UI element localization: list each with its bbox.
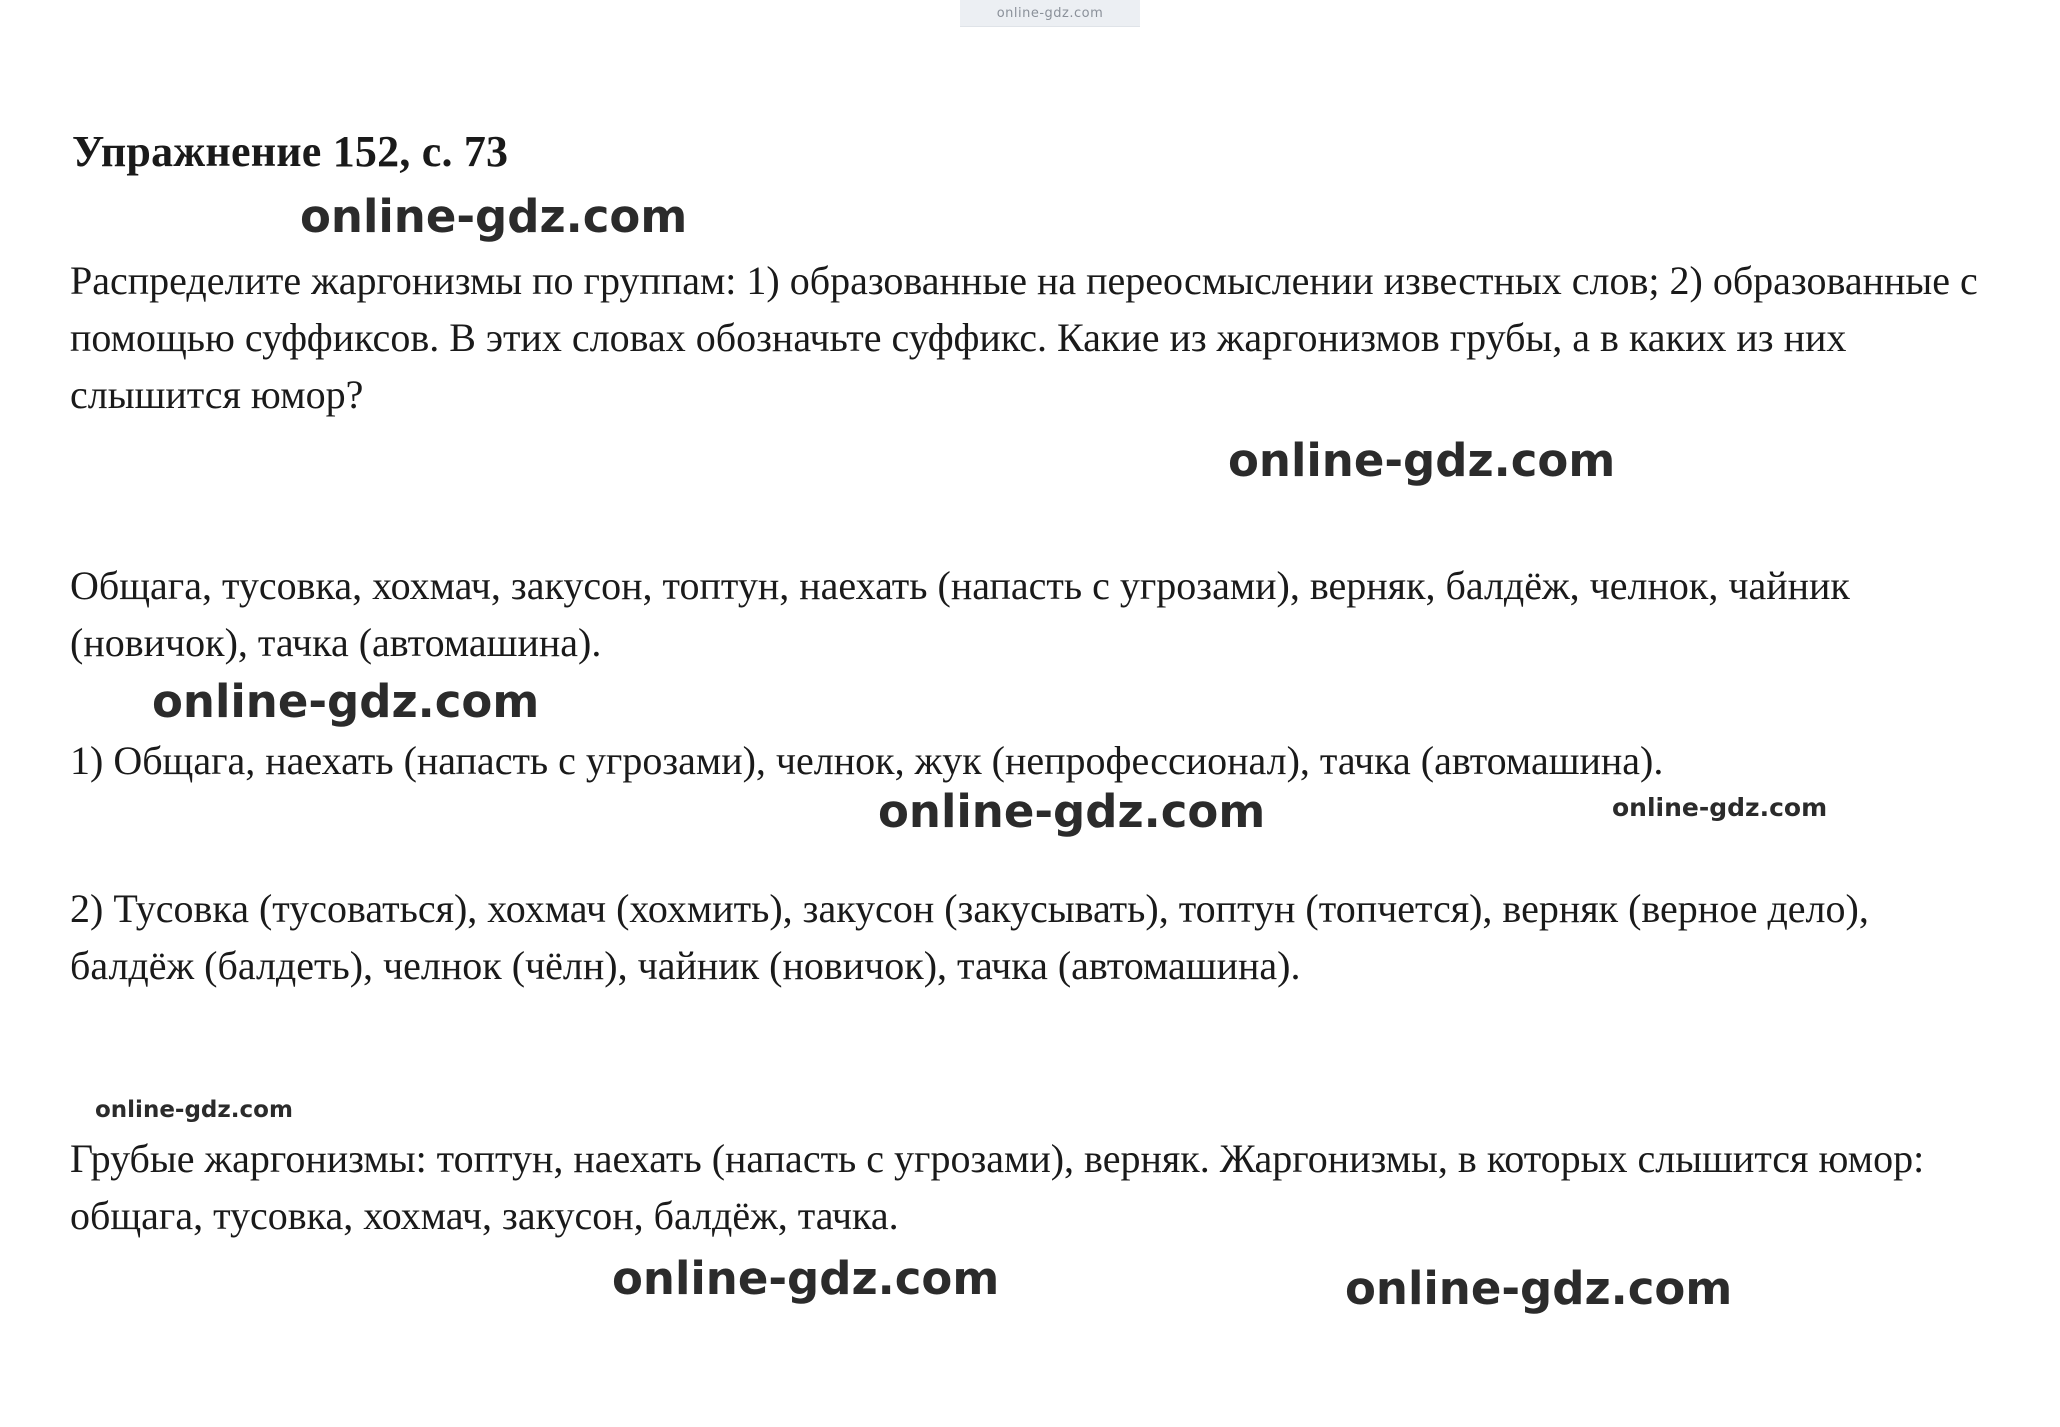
words-paragraph: Общага, тусовка, хохмач, закусон, топтун, наехать (напасть с угрозами), верняк, балдёж, челнок, чайник (новичок), тачка (автомашина). [70,563,1850,665]
top-watermark-bar: online-gdz.com [960,0,1140,27]
watermark-d: online-gdz.com [878,785,1266,838]
group-1-paragraph: 1) Общага, наехать (напасть с угрозами), челнок, жук (непрофессионал), тачка (автомашина). [70,738,1664,783]
watermark-h: online-gdz.com [1345,1262,1733,1315]
watermark-a: online-gdz.com [300,190,688,243]
watermark-c: online-gdz.com [152,675,540,728]
task-paragraph: Распределите жаргонизмы по группам: 1) образованные на переосмыслении известных слов; 2) образованные с помощью суффиксов. В этих словах обозначьте суффикс. Какие из жаргонизмов грубы, а в каких из них слышится юмор? [70,258,1978,417]
watermark-b: online-gdz.com [1228,434,1616,487]
watermark-g: online-gdz.com [612,1252,1000,1305]
watermark-e: online-gdz.com [1612,793,1828,822]
page-title: Упражнение 152, с. 73 [72,127,509,176]
group-2-paragraph: 2) Тусовка (тусоваться), хохмач (хохмить), закусон (закусывать), топтун (топчется), верняк (верное дело), балдёж (балдеть), челнок (чёлн), чайник (новичок), тачка (автомашина). [70,886,1869,988]
watermark-f: online-gdz.com [95,1097,293,1123]
rude-and-humor-paragraph: Грубые жаргонизмы: топтун, наехать (напасть с угрозами), верняк. Жаргонизмы, в которых слышится юмор: общага, тусовка, хохмач, закусон, балдёж, тачка. [70,1136,1925,1238]
